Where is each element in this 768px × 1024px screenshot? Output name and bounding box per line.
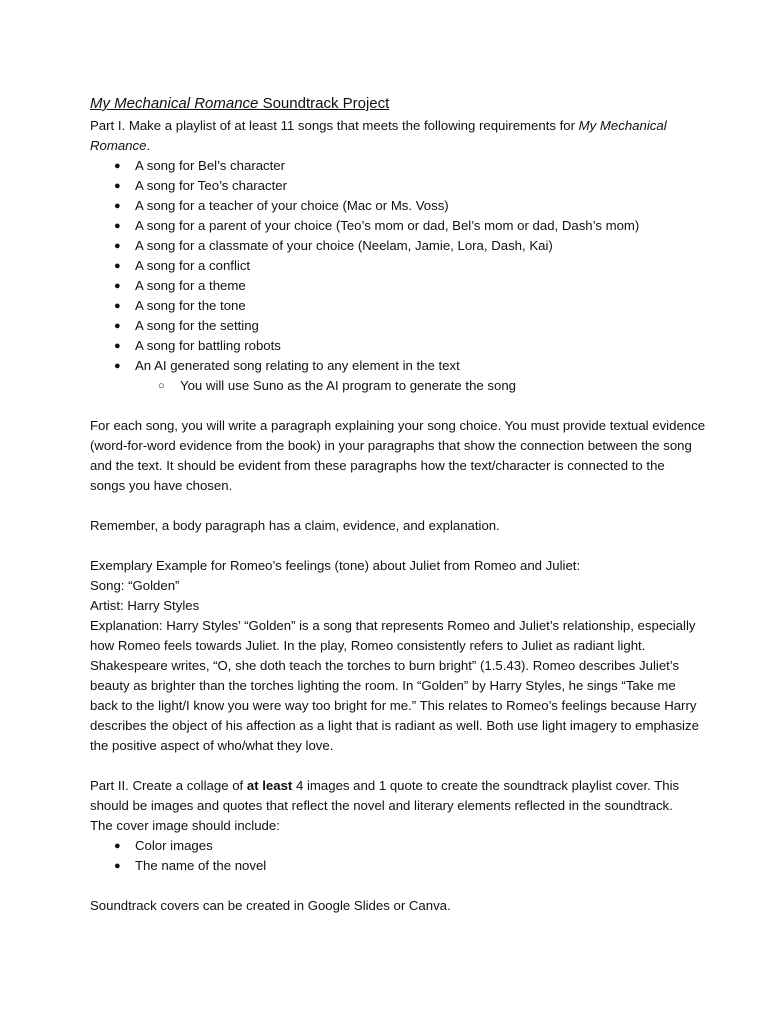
- paragraph-line: and the text. It should be evident from these paragraphs how the text/character is connected to the: [90, 458, 665, 473]
- spacer: [90, 396, 728, 416]
- list-item-text: A song for a conflict: [135, 258, 251, 273]
- part1-intro-novel-b: Romance: [90, 138, 147, 153]
- part2-text-a: Part II. Create a collage of: [90, 778, 247, 793]
- sub-list-item: [90, 376, 728, 396]
- list-item: [90, 216, 728, 236]
- document-title: [90, 94, 728, 114]
- list-item: [90, 236, 728, 256]
- spacer: [90, 876, 728, 896]
- bullet-icon: ●: [114, 260, 121, 272]
- bullet-icon: ●: [114, 200, 121, 212]
- explanation-line: Shakespeare writes, “O, she doth teach the torches to burn bright” (1.5.43). Romeo describes Juliet’s: [90, 658, 680, 673]
- list-item: [90, 256, 728, 276]
- paragraph-line: (word-for-word evidence from the book) in your paragraphs that show the connection between the song: [90, 438, 692, 453]
- list-item: [90, 316, 728, 336]
- part1-intro-novel-a: My Mechanical: [578, 118, 667, 133]
- list-item: [90, 856, 728, 876]
- example-heading: Exemplary Example for Romeo’s feelings (tone) about Juliet from Romeo and Juliet:: [90, 558, 581, 573]
- instructions-paragraph: [90, 416, 728, 496]
- bullet-icon: ●: [114, 180, 121, 192]
- bullet-icon: ●: [114, 320, 121, 332]
- part2-line2: should be images and quotes that reflect the novel and literary elements reflected in the soundtrack.: [90, 798, 673, 813]
- bullet-icon: ●: [114, 300, 121, 312]
- list-item-text: A song for a parent of your choice (Teo’s mom or dad, Bel’s mom or dad, Dash’s mom): [135, 218, 640, 233]
- bullet-icon: ●: [114, 240, 121, 252]
- bullet-icon: ●: [114, 160, 121, 172]
- example-artist: Artist: Harry Styles: [90, 598, 200, 613]
- part2-bold-text: at least: [246, 778, 293, 793]
- list-item-text: A song for the setting: [135, 318, 259, 333]
- paragraph-line: songs you have chosen.: [90, 478, 233, 493]
- list-item-text: Color images: [135, 838, 213, 853]
- part1-intro-text: Part I. Make a playlist of at least 11 songs that meets the following requirements for: [90, 118, 579, 133]
- spacer: [90, 496, 728, 516]
- paragraph-line: For each song, you will write a paragraph explaining your song choice. You must provide textual evidence: [90, 418, 706, 433]
- list-item-text: The name of the novel: [135, 858, 267, 873]
- list-item-text: An AI generated song relating to any element in the text: [135, 358, 460, 373]
- spacer: [90, 536, 728, 556]
- list-item: [90, 296, 728, 316]
- list-item: [90, 276, 728, 296]
- list-item-text: A song for Teo’s character: [135, 178, 287, 193]
- title-rest: Soundtrack Project: [258, 95, 390, 112]
- list-item-text: A song for battling robots: [135, 338, 281, 353]
- hollow-bullet-icon: ○: [158, 380, 165, 392]
- part1-intro-line2: [90, 136, 728, 156]
- sub-list-item-text: You will use Suno as the AI program to generate the song: [180, 378, 517, 393]
- list-item-text: A song for a classmate of your choice (Neelam, Jamie, Lora, Dash, Kai): [135, 238, 553, 253]
- part1-intro-line1: [90, 116, 728, 136]
- explanation-line: describes the object of his affection as a light that is radiant as well. Both use light imagery to emphasize: [90, 718, 699, 733]
- list-item: [90, 176, 728, 196]
- list-item: [90, 196, 728, 216]
- list-item-text: A song for Bel’s character: [135, 158, 286, 173]
- part1-intro-period: .: [146, 138, 151, 153]
- list-item: [90, 356, 728, 376]
- list-item-text: A song for a theme: [135, 278, 246, 293]
- bullet-icon: ●: [114, 340, 121, 352]
- title-novel-name: My Mechanical Romance: [90, 95, 259, 112]
- bullet-icon: ●: [114, 220, 121, 232]
- explanation-line: Explanation: Harry Styles’ “Golden” is a song that represents Romeo and Juliet’s relationship, especially: [90, 618, 696, 633]
- part2-line3: The cover image should include:: [90, 818, 280, 833]
- explanation-line: how Romeo feels towards Juliet. In the play, Romeo consistently refers to Juliet as radiant light.: [90, 638, 646, 653]
- list-item-text: A song for a teacher of your choice (Mac or Ms. Voss): [135, 198, 449, 213]
- part2-text-b: 4 images and 1 quote to create the soundtrack playlist cover. This: [292, 778, 680, 793]
- part2-section: [90, 776, 728, 876]
- list-item: [90, 336, 728, 356]
- explanation-line: the positive aspect of who/what they love.: [90, 738, 334, 753]
- explanation-line: beauty as brighter than the torches lighting the room. In “Golden” by Harry Styles, he sings “Take me: [90, 678, 676, 693]
- list-item-text: A song for the tone: [135, 298, 246, 313]
- bullet-icon: ●: [114, 360, 121, 372]
- example-section: [90, 556, 728, 756]
- list-item: [90, 156, 728, 176]
- part2-line1: [90, 776, 728, 796]
- requirements-list: [90, 156, 728, 376]
- bullet-icon: ●: [114, 840, 121, 852]
- remember-note: Remember, a body paragraph has a claim, evidence, and explanation.: [90, 518, 500, 533]
- closing-note: Soundtrack covers can be created in Google Slides or Canva.: [90, 898, 451, 913]
- cover-requirements-list: [90, 836, 728, 876]
- sub-list: [90, 376, 728, 396]
- explanation-line: back to the light/I know you were way too bright for me.” This relates to Romeo’s feelings because Harry: [90, 698, 697, 713]
- bullet-icon: ●: [114, 860, 121, 872]
- bullet-icon: ●: [114, 280, 121, 292]
- spacer: [90, 756, 728, 776]
- example-song: Song: “Golden”: [90, 578, 180, 593]
- list-item: [90, 836, 728, 856]
